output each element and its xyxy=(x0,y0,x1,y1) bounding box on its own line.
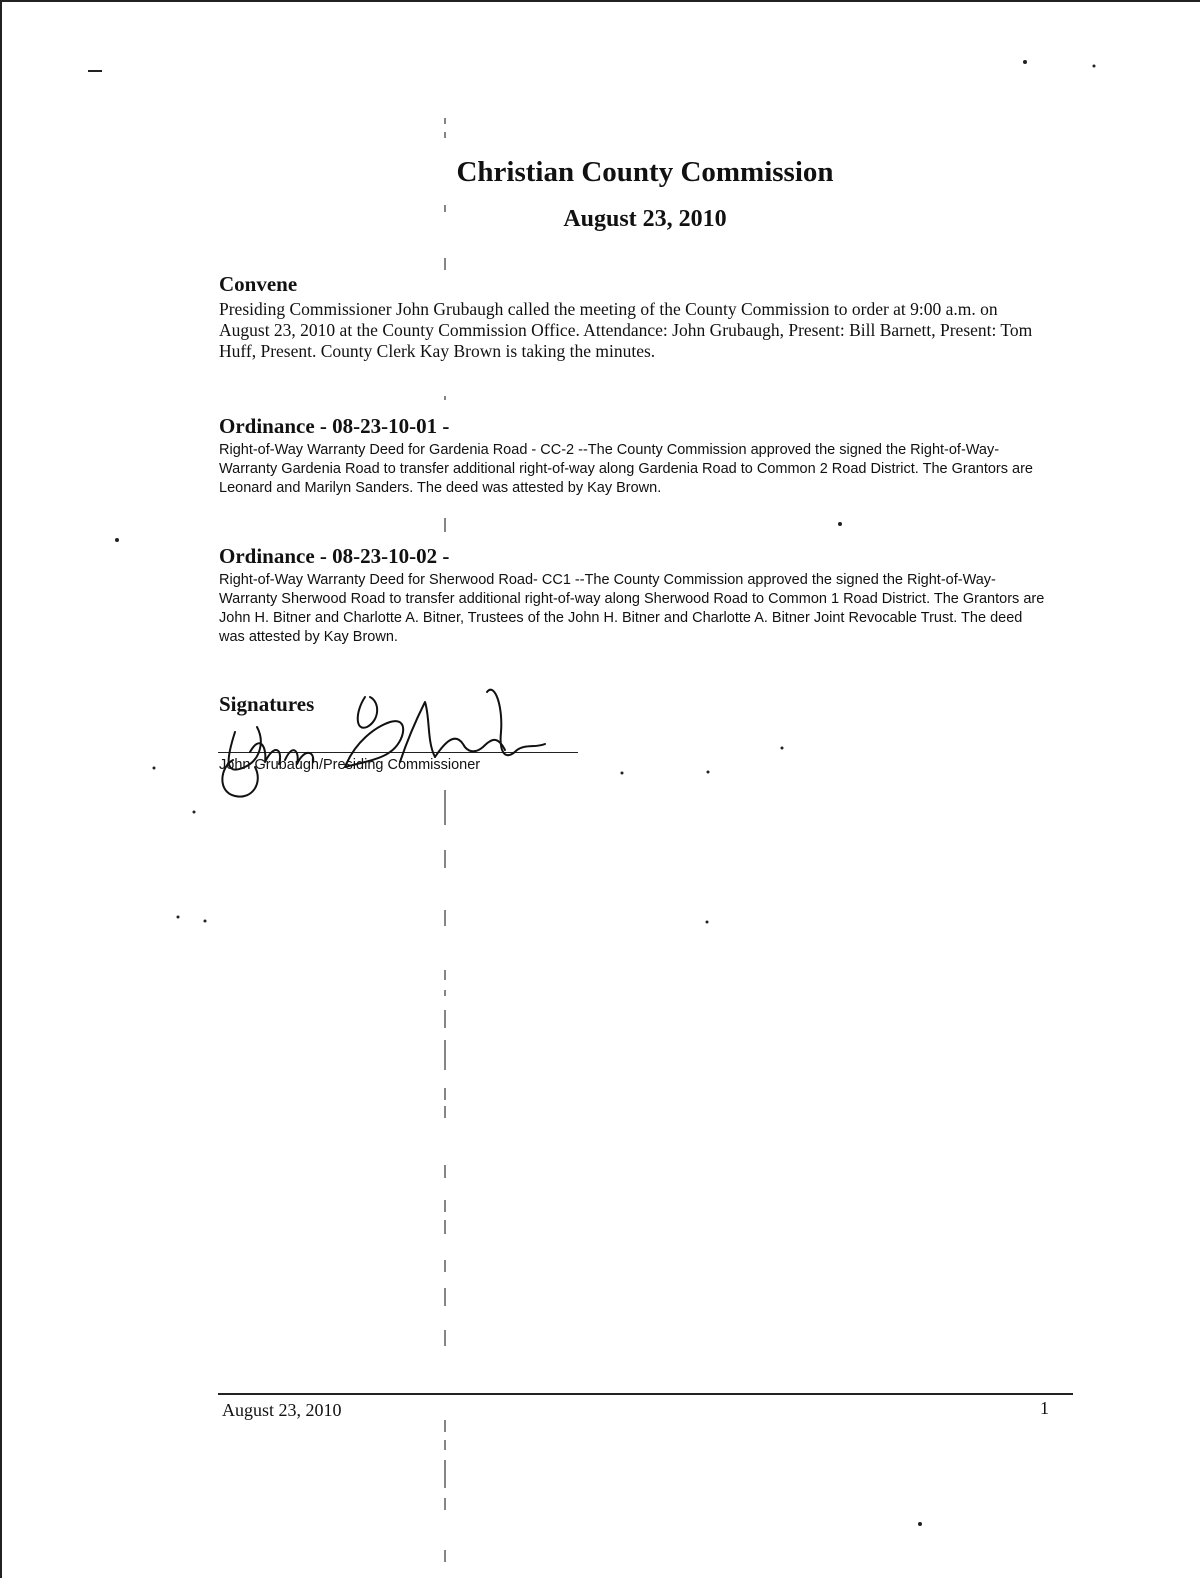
section-body: Right-of-Way Warranty Deed for Gardenia Road - CC-2 --The County Commission approved the signed the Right-of-Way- Warranty Gardenia Road to transfer additional right-of-way along Gardenia Road to Common 2 Road District. The Grantors are Leonard and Marilyn Sanders. The deed was attested by Kay Brown. xyxy=(219,442,1033,496)
section-body: Presiding Commissioner John Grubaugh called the meeting of the County Commission to order at 9:00 a.m. on August 23, 2010 at the County Commission Office. Attendance: John Grubaugh, Present: Bill Barnett, Present: Tom Huff, Present. County Clerk Kay Brown is taking the minutes. xyxy=(219,299,1033,361)
section-heading: Convene xyxy=(219,272,298,296)
signatures-heading: Signatures xyxy=(219,692,315,716)
handwritten-signature xyxy=(205,672,565,802)
scan-edge-top xyxy=(0,0,1200,2)
page-number: 1 xyxy=(1040,1398,1049,1418)
section-body: Right-of-Way Warranty Deed for Sherwood Road- CC1 --The County Commission approved the signed the Right-of-Way- Warranty Sherwood Road to transfer additional right-of-way along Sherwood Road to Common 1 Road District. The Grantors are John H. Bitner and Charlotte A. Bitner, Trustees of the John H. Bitner and Charlotte A. Bitner Joint Revocable Trust. The deed was attested by Kay Brown. xyxy=(219,572,1045,645)
footer-date: August 23, 2010 xyxy=(222,1400,342,1420)
section-heading: Ordinance - 08-23-10-01 - xyxy=(219,414,450,438)
scan-edge-left xyxy=(0,0,2,1578)
section-heading: Ordinance - 08-23-10-02 - xyxy=(219,544,450,568)
document-title: Christian County Commission xyxy=(456,156,834,188)
document-date: August 23, 2010 xyxy=(563,206,727,232)
section-convene xyxy=(219,272,1049,362)
section-ordinance-01 xyxy=(219,414,1049,498)
section-ordinance-02 xyxy=(219,544,1049,647)
footer-rule xyxy=(218,1393,1073,1395)
signer-name: John Grubaugh/Presiding Commissioner xyxy=(219,757,481,773)
